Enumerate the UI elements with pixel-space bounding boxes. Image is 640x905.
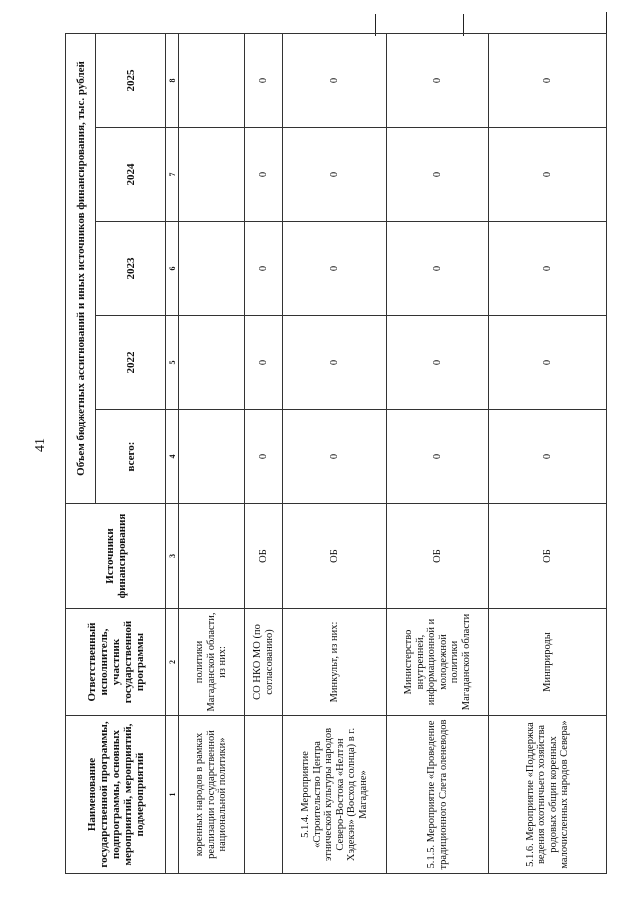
table-row bbox=[489, 33, 607, 873]
row-value-total bbox=[179, 410, 245, 504]
column-index-row bbox=[166, 33, 179, 873]
row-value-2022 bbox=[179, 316, 245, 410]
header-year: 2023 bbox=[96, 222, 166, 316]
row-source bbox=[179, 504, 245, 609]
row-source: ОБ bbox=[489, 504, 607, 609]
row-responsible: Минприроды bbox=[489, 609, 607, 716]
column-index: 7 bbox=[166, 128, 179, 222]
header-year: 2024 bbox=[96, 128, 166, 222]
column-index: 6 bbox=[166, 222, 179, 316]
table-row bbox=[387, 33, 489, 873]
row-name: 5.1.4. Мероприятие «Строительство Центра этнической культуры народов Северо-Востока «Нелтэн Хэдекэн» (Восход солнца) в г. Магадане» bbox=[283, 716, 387, 874]
table-row bbox=[283, 33, 387, 873]
header-name-column: Наименование государственной программы, подпрограммы, основных мероприятий, мероприятий, подмероприятий bbox=[66, 716, 166, 874]
row-value-2022: 0 bbox=[489, 316, 607, 410]
row-value-2022: 0 bbox=[283, 316, 387, 410]
header-year: 2025 bbox=[96, 33, 166, 127]
table-row bbox=[245, 33, 283, 873]
funding-table bbox=[65, 33, 607, 874]
row-name: 5.1.5. Мероприятие «Проведение традиционного Слета оленеводов bbox=[387, 716, 489, 874]
row-value-2025: 0 bbox=[283, 33, 387, 127]
row-value-total: 0 bbox=[283, 410, 387, 504]
row-responsible: СО НКО МО (по согласованию) bbox=[245, 609, 283, 716]
row-name: 5.1.6. Мероприятие «Поддержка ведения охотничьего хозяйства родовых общин коренных малочисленных народов Севера» bbox=[489, 716, 607, 874]
row-value-2022: 0 bbox=[387, 316, 489, 410]
row-value-2025: 0 bbox=[387, 33, 489, 127]
row-source: ОБ bbox=[245, 504, 283, 609]
row-value-2022: 0 bbox=[245, 316, 283, 410]
column-index: 2 bbox=[166, 609, 179, 716]
header-responsible-column: Ответственный исполнитель, участник государственной программы bbox=[66, 609, 166, 716]
column-index: 5 bbox=[166, 316, 179, 410]
row-value-2025: 0 bbox=[245, 33, 283, 127]
table-row bbox=[179, 33, 245, 873]
row-value-2023: 0 bbox=[489, 222, 607, 316]
header-total: всего: bbox=[96, 410, 166, 504]
row-source: ОБ bbox=[283, 504, 387, 609]
row-value-2024 bbox=[179, 128, 245, 222]
column-index: 1 bbox=[166, 716, 179, 874]
row-responsible: Минкульт, из них: bbox=[283, 609, 387, 716]
row-value-2023: 0 bbox=[245, 222, 283, 316]
column-index: 4 bbox=[166, 410, 179, 504]
row-value-2025: 0 bbox=[489, 33, 607, 127]
row-value-2023: 0 bbox=[283, 222, 387, 316]
row-source: ОБ bbox=[387, 504, 489, 609]
page-number: 41 bbox=[33, 438, 48, 452]
row-name bbox=[245, 716, 283, 874]
row-name: коренных народов в рамках реализации государственной национальной политики» bbox=[179, 716, 245, 874]
row-value-2023 bbox=[179, 222, 245, 316]
row-responsible: политики Магаданской области, из них: bbox=[179, 609, 245, 716]
row-value-2024: 0 bbox=[283, 128, 387, 222]
column-index: 8 bbox=[166, 33, 179, 127]
row-value-2025 bbox=[179, 33, 245, 127]
row-value-total: 0 bbox=[387, 410, 489, 504]
header-funding-group: Объем бюджетных ассигнований и иных источников финансирования, тыс. рублей bbox=[66, 33, 96, 503]
header-sources-column: Источники финансирования bbox=[66, 504, 166, 609]
row-value-total: 0 bbox=[489, 410, 607, 504]
row-responsible: Министерство внутренней, информационной и молодежной политики Магаданской области bbox=[387, 609, 489, 716]
row-value-2024: 0 bbox=[489, 128, 607, 222]
column-index: 3 bbox=[166, 504, 179, 609]
row-value-total: 0 bbox=[245, 410, 283, 504]
header-year: 2022 bbox=[96, 316, 166, 410]
row-value-2024: 0 bbox=[245, 128, 283, 222]
funding-table-container bbox=[65, 34, 605, 874]
row-value-2024: 0 bbox=[387, 128, 489, 222]
scan-edge-line bbox=[606, 12, 607, 34]
row-value-2023: 0 bbox=[387, 222, 489, 316]
